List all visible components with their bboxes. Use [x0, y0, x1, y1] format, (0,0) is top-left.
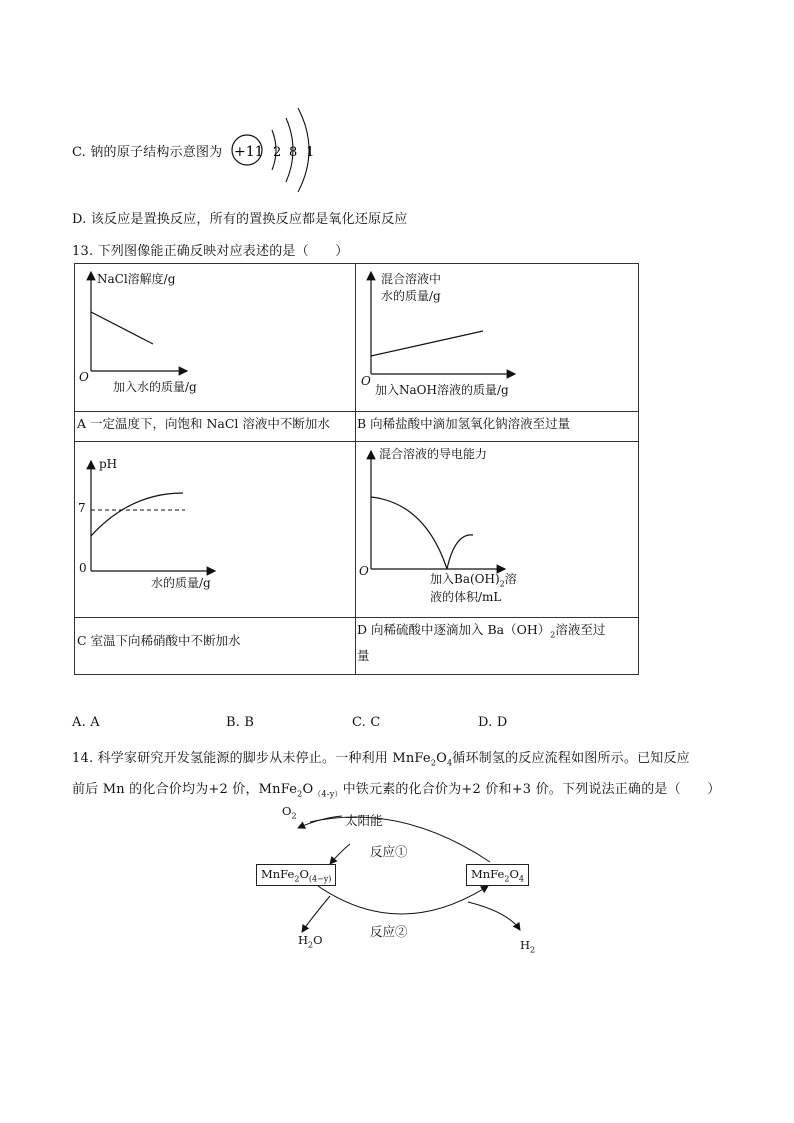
graph-c-tick-7: 7 — [78, 501, 86, 515]
sodium-atom-diagram — [228, 100, 328, 195]
graph-a-xlabel: 加入水的质量/g — [113, 380, 197, 394]
graph-b-origin: O — [361, 374, 371, 388]
caption-a: A 一定温度下，向饱和 NaCl 溶液中不断加水 — [77, 416, 330, 431]
graph-d-xlabel-1: 加入$Ba(OH)_2$溶 — [430, 572, 517, 589]
graph-b-ylabel-1: 混合溶液中 — [381, 272, 442, 286]
shell-1-count: 2 — [273, 145, 282, 160]
choice-c: C. C — [352, 715, 381, 730]
arc-to-h2 — [468, 902, 520, 930]
graph-d-origin: O — [359, 564, 369, 578]
caption-c: C 室温下向稀硝酸中不断加水 — [77, 633, 241, 648]
graph-a-curve — [91, 312, 153, 344]
reaction-2-label: 反应② — [370, 924, 408, 939]
arc-to-left-box — [330, 844, 350, 864]
graph-a-origin: O — [79, 370, 89, 384]
q13-graph-table — [74, 263, 639, 675]
graph-b-curve — [371, 331, 483, 356]
h2o-label: $H_2O$ — [298, 933, 323, 950]
graph-b-xlabel: 加入NaOH溶液的质量/g — [375, 383, 509, 397]
table-row-divider-3 — [75, 617, 638, 618]
q14-line-1: 14. 科学家研究开发氢能源的脚步从未停止。一种利用 $MnFe_2O_4$循环制氢的反应流程如图所示。已知反应 — [72, 751, 690, 768]
shell-3-count: 1 — [306, 145, 315, 160]
option-d-text: D. 该反应是置换反应，所有的置换反应都是氧化还原反应 — [72, 212, 408, 227]
graph-d-xlabel-2: 液的体积/mL — [430, 590, 502, 604]
graph-d-curve-rise — [447, 535, 473, 569]
graph-c-ylabel: pH — [99, 457, 118, 471]
caption-b: B 向稀盐酸中滴加氢氧化钠溶液至过量 — [357, 416, 571, 431]
choice-a: A. A — [72, 715, 100, 730]
box-mnfe2o4-y: $MnFe_2O_{(4-y)}$ — [256, 864, 336, 886]
graph-b-ylabel-2: 水的质量/g — [381, 289, 441, 303]
caption-d-line-2: 量 — [357, 648, 370, 663]
graph-d-ylabel: 混合溶液的导电能力 — [379, 447, 488, 461]
choice-b: B. B — [226, 715, 255, 730]
q13-stem: 13. 下列图像能正确反映对应表述的是（ ） — [72, 244, 349, 259]
nucleus-label: +11 — [234, 144, 264, 160]
choice-d: D. D — [478, 715, 508, 730]
graph-a-ylabel: NaCl溶解度/g — [97, 272, 176, 286]
reaction-1-label: 反应① — [370, 844, 408, 859]
graph-c-origin: 0 — [79, 561, 87, 575]
graph-d-curve-fall — [371, 497, 447, 569]
caption-d-line-1: D 向稀硫酸中逐滴加入 $Ba(OH)_2$溶液至过 — [357, 622, 606, 640]
table-row-divider-1 — [75, 411, 638, 412]
box-mnfe2o4: $MnFe_2O_4$ — [466, 864, 529, 886]
arc-h2o-branch — [302, 896, 330, 932]
graph-c-xlabel: 水的质量/g — [151, 576, 211, 590]
h2-label: $H_2$ — [520, 938, 536, 955]
graph-c-curve — [91, 493, 183, 536]
q14-line-2: 前后 Mn 的化合价均为+2 价，$MnFe_2O_{(4-y)}$中铁元素的化合价为+2 价和+3 价。下列说法正确的是（ ） — [72, 782, 721, 799]
o2-label: $O_2$ — [282, 804, 297, 821]
option-c-text: C. 钠的原子结构示意图为 — [72, 145, 223, 160]
shell-2-count: 8 — [289, 145, 298, 160]
solar-energy-label: 太阳能 — [345, 813, 383, 828]
arc-bottom-main — [318, 886, 488, 914]
